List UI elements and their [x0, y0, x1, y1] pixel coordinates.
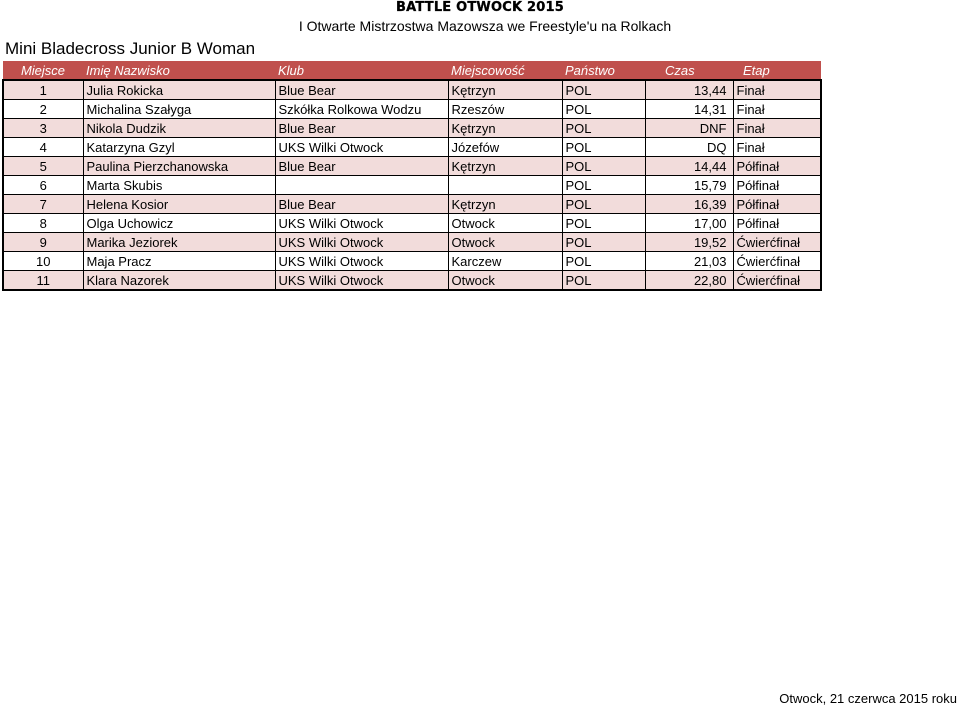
cell-city: Rzeszów [448, 100, 562, 119]
cell-time: 22,80 [645, 271, 733, 291]
cell-city: Kętrzyn [448, 195, 562, 214]
column-header-country: Państwo [562, 61, 645, 80]
cell-club: Blue Bear [275, 157, 448, 176]
cell-country: POL [562, 119, 645, 138]
cell-place: 7 [3, 195, 83, 214]
category-title: Mini Bladecross Junior B Woman [5, 39, 256, 58]
cell-city: Karczew [448, 252, 562, 271]
cell-place: 11 [3, 271, 83, 291]
cell-name: Nikola Dudzik [83, 119, 275, 138]
cell-country: POL [562, 157, 645, 176]
cell-name: Helena Kosior [83, 195, 275, 214]
cell-place: 6 [3, 176, 83, 195]
cell-city: Otwock [448, 271, 562, 291]
table-row [3, 138, 821, 157]
cell-club: UKS Wilki Otwock [275, 138, 448, 157]
cell-club [275, 176, 448, 195]
table-row [3, 195, 821, 214]
column-header-stage: Etap [733, 61, 821, 80]
cell-country: POL [562, 176, 645, 195]
cell-stage: Półfinał [733, 214, 821, 233]
cell-stage: Finał [733, 138, 821, 157]
table-row [3, 271, 821, 291]
cell-place: 10 [3, 252, 83, 271]
cell-stage: Półfinał [733, 195, 821, 214]
cell-stage: Półfinał [733, 157, 821, 176]
cell-name: Marika Jeziorek [83, 233, 275, 252]
table-row [3, 214, 821, 233]
cell-country: POL [562, 252, 645, 271]
cell-country: POL [562, 100, 645, 119]
cell-time: 14,31 [645, 100, 733, 119]
cell-city [448, 176, 562, 195]
cell-place: 5 [3, 157, 83, 176]
document-title: BATTLE OTWOCK 2015 [396, 0, 564, 15]
cell-time: 19,52 [645, 233, 733, 252]
cell-name: Paulina Pierzchanowska [83, 157, 275, 176]
cell-stage: Finał [733, 119, 821, 138]
cell-city: Kętrzyn [448, 157, 562, 176]
cell-country: POL [562, 214, 645, 233]
table-row [3, 100, 821, 119]
cell-place: 3 [3, 119, 83, 138]
cell-country: POL [562, 271, 645, 291]
cell-place: 9 [3, 233, 83, 252]
cell-name: Maja Pracz [83, 252, 275, 271]
cell-place: 1 [3, 80, 83, 100]
table-row [3, 233, 821, 252]
cell-place: 8 [3, 214, 83, 233]
cell-time: 14,44 [645, 157, 733, 176]
table-row [3, 80, 821, 100]
cell-time: 13,44 [645, 80, 733, 100]
cell-stage: Ćwierćfinał [733, 233, 821, 252]
cell-name: Klara Nazorek [83, 271, 275, 291]
cell-club: UKS Wilki Otwock [275, 252, 448, 271]
cell-name: Katarzyna Gzyl [83, 138, 275, 157]
cell-country: POL [562, 138, 645, 157]
cell-country: POL [562, 233, 645, 252]
cell-time: 16,39 [645, 195, 733, 214]
cell-city: Otwock [448, 233, 562, 252]
cell-time: DNF [645, 119, 733, 138]
cell-stage: Ćwierćfinał [733, 252, 821, 271]
table-header-row [3, 61, 821, 80]
column-header-club: Klub [275, 61, 448, 80]
cell-club: UKS Wilki Otwock [275, 233, 448, 252]
column-header-place: Miejsce [3, 61, 83, 80]
cell-stage: Ćwierćfinał [733, 271, 821, 291]
cell-city: Józefów [448, 138, 562, 157]
cell-time: 17,00 [645, 214, 733, 233]
cell-time: 21,03 [645, 252, 733, 271]
cell-club: Blue Bear [275, 195, 448, 214]
cell-time: 15,79 [645, 176, 733, 195]
cell-stage: Półfinał [733, 176, 821, 195]
table-row [3, 157, 821, 176]
cell-city: Kętrzyn [448, 80, 562, 100]
cell-time: DQ [645, 138, 733, 157]
column-header-name: Imię Nazwisko [83, 61, 275, 80]
column-header-time: Czas [645, 61, 733, 80]
cell-club: Blue Bear [275, 80, 448, 100]
column-header-city: Miejscowość [448, 61, 562, 80]
cell-name: Olga Uchowicz [83, 214, 275, 233]
cell-name: Michalina Szałyga [83, 100, 275, 119]
results-table [2, 61, 822, 291]
cell-stage: Finał [733, 80, 821, 100]
cell-place: 4 [3, 138, 83, 157]
cell-name: Marta Skubis [83, 176, 275, 195]
cell-place: 2 [3, 100, 83, 119]
cell-country: POL [562, 195, 645, 214]
cell-city: Kętrzyn [448, 119, 562, 138]
cell-club: Szkółka Rolkowa Wodzu [275, 100, 448, 119]
cell-country: POL [562, 80, 645, 100]
cell-stage: Finał [733, 100, 821, 119]
cell-club: UKS Wilki Otwock [275, 214, 448, 233]
footer-date: Otwock, 21 czerwca 2015 roku [779, 691, 957, 706]
cell-city: Otwock [448, 214, 562, 233]
table-row [3, 252, 821, 271]
table-row [3, 176, 821, 195]
cell-name: Julia Rokicka [83, 80, 275, 100]
cell-club: UKS Wilki Otwock [275, 271, 448, 291]
cell-club: Blue Bear [275, 119, 448, 138]
document-subtitle: I Otwarte Mistrzostwa Mazowsza we Freestyle'u na Rolkach [298, 18, 672, 34]
table-row [3, 119, 821, 138]
